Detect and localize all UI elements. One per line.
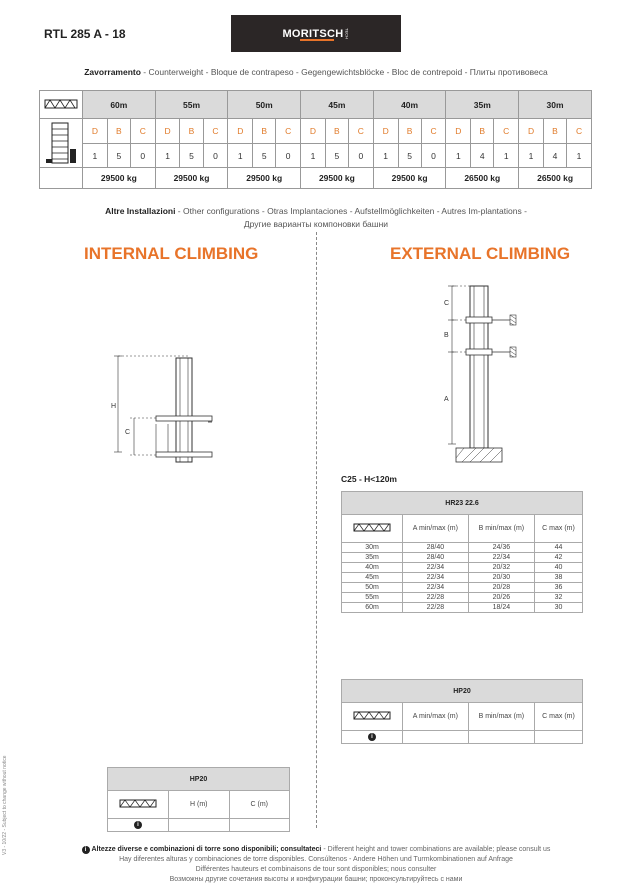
letter-b: B bbox=[325, 119, 348, 144]
info-icon: i bbox=[134, 821, 142, 829]
letter-c: C bbox=[276, 119, 301, 144]
internal-climbing-title: INTERNAL CLIMBING bbox=[84, 244, 259, 263]
footer-bold: Altezze diverse e combinazioni di torre sono disponibili; consultateci bbox=[91, 846, 322, 853]
cw-value: 1 bbox=[494, 144, 519, 168]
cw-value: 1 bbox=[567, 144, 592, 168]
logo-accent-bar bbox=[300, 39, 334, 41]
info-cell bbox=[342, 731, 403, 744]
letter-d: D bbox=[519, 119, 544, 144]
jib-45: 45m bbox=[301, 91, 374, 119]
footer-line1: - Different height and tower combinations are available; please consult us bbox=[321, 846, 551, 853]
cw-value: 5 bbox=[253, 144, 276, 168]
cw-value: 1 bbox=[155, 144, 180, 168]
label-c: C bbox=[444, 300, 450, 307]
table-row: 45m 22/34 20/30 38 bbox=[342, 573, 583, 583]
letter-d: D bbox=[155, 119, 180, 144]
label-h: H bbox=[111, 403, 117, 410]
table-row: 60m 22/28 18/24 30 bbox=[342, 603, 583, 613]
col-header: C max (m) bbox=[535, 703, 583, 731]
cw-weight: 29500 kg bbox=[373, 168, 446, 189]
jib-50: 50m bbox=[228, 91, 301, 119]
table-row: 30m 28/40 24/36 44 bbox=[342, 543, 583, 553]
jib-icon bbox=[342, 515, 403, 543]
letter-c: C bbox=[421, 119, 446, 144]
cw-value: 0 bbox=[348, 144, 373, 168]
cw-value: 4 bbox=[471, 144, 494, 168]
letter-c: C bbox=[567, 119, 592, 144]
cw-value: 0 bbox=[130, 144, 155, 168]
letter-d: D bbox=[83, 119, 108, 144]
other-configs-caption bbox=[0, 205, 632, 231]
cw-weight: 29500 kg bbox=[83, 168, 156, 189]
letter-b: B bbox=[398, 119, 421, 144]
cw-weight: 26500 kg bbox=[519, 168, 592, 189]
jib-icon bbox=[108, 791, 169, 819]
table-title: HR23 22.6 bbox=[342, 492, 583, 515]
cw-weight: 29500 kg bbox=[155, 168, 228, 189]
table-row: 35m 28/40 22/34 42 bbox=[342, 553, 583, 563]
col-header: B min/max (m) bbox=[468, 515, 534, 543]
cw-value: 5 bbox=[107, 144, 130, 168]
footer-line2: Hay diferentes alturas y combinaciones de torre disponibles. Consúltenos - Andere Höhen und Turmkombinationen auf Anfrage bbox=[119, 856, 513, 863]
cw-value: 1 bbox=[228, 144, 253, 168]
jib-55: 55m bbox=[155, 91, 228, 119]
jib-30: 30m bbox=[519, 91, 592, 119]
col-header: A min/max (m) bbox=[403, 703, 469, 731]
hp20-external-table bbox=[341, 679, 583, 744]
other-configs-translations: - Other configurations - Otras Implantaciones - Aufstellmöglichkeiten - Autres Im-plantations - bbox=[175, 206, 527, 216]
cw-value: 1 bbox=[446, 144, 471, 168]
letter-c: C bbox=[203, 119, 228, 144]
table-title: HP20 bbox=[342, 680, 583, 703]
section-divider bbox=[316, 232, 317, 828]
cw-value: 0 bbox=[421, 144, 446, 168]
logo-suffix: TECH bbox=[344, 28, 350, 39]
label-c: C bbox=[125, 429, 131, 436]
info-icon: i bbox=[368, 733, 376, 741]
letter-d: D bbox=[228, 119, 253, 144]
hr23-table bbox=[341, 491, 583, 613]
info-cell bbox=[108, 819, 169, 832]
cw-value: 1 bbox=[373, 144, 398, 168]
cw-value: 5 bbox=[398, 144, 421, 168]
info-icon: i bbox=[82, 846, 90, 854]
footer-line3: Différentes hauteurs et combinaisons de tour sont disponibles; nous consulter bbox=[195, 866, 437, 873]
counterweight-caption bbox=[0, 67, 632, 77]
cw-weight: 26500 kg bbox=[446, 168, 519, 189]
cw-value: 1 bbox=[519, 144, 544, 168]
letter-d: D bbox=[373, 119, 398, 144]
cw-value: 5 bbox=[180, 144, 203, 168]
cw-value: 1 bbox=[83, 144, 108, 168]
letter-b: B bbox=[471, 119, 494, 144]
footer-line4: Возможны другие сочетания высоты и конфигурации башни; проконсультируйтесь с нами bbox=[169, 876, 463, 883]
other-configs-label: Altre Installazioni bbox=[105, 206, 176, 216]
col-header: C (m) bbox=[229, 791, 290, 819]
letter-b: B bbox=[253, 119, 276, 144]
counterweight-label: Zavorramento bbox=[84, 67, 141, 77]
cw-weight: 29500 kg bbox=[228, 168, 301, 189]
col-header: A min/max (m) bbox=[403, 515, 469, 543]
table-title: HP20 bbox=[108, 768, 290, 791]
col-header: H (m) bbox=[169, 791, 230, 819]
label-b: B bbox=[444, 332, 449, 339]
condition-label: C25 - H<120m bbox=[341, 474, 397, 484]
letter-d: D bbox=[301, 119, 326, 144]
table-row: 55m 22/28 20/26 32 bbox=[342, 593, 583, 603]
cw-value: 1 bbox=[301, 144, 326, 168]
brand-logo bbox=[231, 15, 401, 52]
letter-c: C bbox=[494, 119, 519, 144]
jib-icon bbox=[40, 91, 83, 119]
cw-value: 4 bbox=[543, 144, 566, 168]
model-title: RTL 285 A - 18 bbox=[44, 27, 126, 41]
jib-35: 35m bbox=[446, 91, 519, 119]
external-climbing-title: EXTERNAL CLIMBING bbox=[390, 244, 571, 263]
other-configs-translations-ru: Другие варианты компоновки башни bbox=[243, 219, 389, 229]
version-note: V3 - 10/22 - Subject to change without notice bbox=[2, 755, 8, 855]
cw-value: 0 bbox=[276, 144, 301, 168]
letter-b: B bbox=[180, 119, 203, 144]
cw-value: 5 bbox=[325, 144, 348, 168]
counterweight-table bbox=[39, 90, 592, 189]
cw-weight: 29500 kg bbox=[301, 168, 374, 189]
letter-b: B bbox=[107, 119, 130, 144]
cw-value: 0 bbox=[203, 144, 228, 168]
internal-climbing-diagram bbox=[108, 352, 218, 466]
letter-d: D bbox=[446, 119, 471, 144]
letter-c: C bbox=[348, 119, 373, 144]
counterweight-translations: - Counterweight - Bloque de contrapeso - Gegengewichtsblöcke - Bloc de contrepoid - Плиты противовеса bbox=[140, 67, 548, 77]
external-climbing-diagram bbox=[440, 284, 524, 466]
letter-c: C bbox=[130, 119, 155, 144]
jib-icon bbox=[342, 703, 403, 731]
logo-text: MORITSCH bbox=[282, 27, 344, 40]
letter-b: B bbox=[543, 119, 566, 144]
hp20-internal-table bbox=[107, 767, 290, 832]
jib-60: 60m bbox=[83, 91, 156, 119]
jib-40: 40m bbox=[373, 91, 446, 119]
col-header: C max (m) bbox=[535, 515, 583, 543]
col-header: B min/max (m) bbox=[468, 703, 534, 731]
table-row: 40m 22/34 20/32 40 bbox=[342, 563, 583, 573]
footer-note bbox=[0, 845, 632, 885]
label-a: A bbox=[444, 396, 449, 403]
ballast-icon bbox=[40, 119, 83, 168]
table-row: 50m 22/34 20/28 36 bbox=[342, 583, 583, 593]
